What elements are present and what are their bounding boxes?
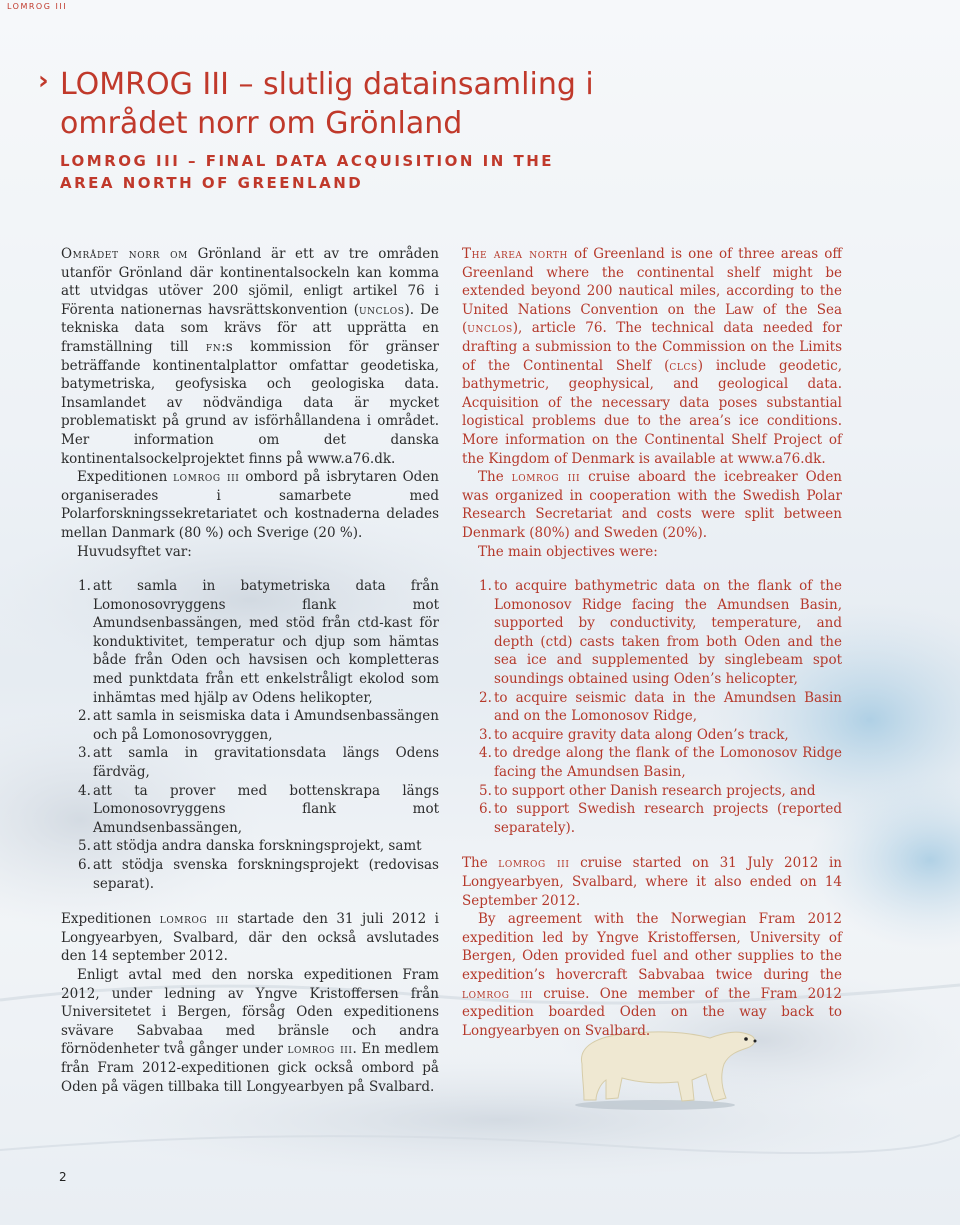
list-item: 3. to acquire gravity data along Oden’s track, bbox=[479, 726, 789, 743]
en-objectives-heading: The main objectives were: bbox=[478, 543, 658, 560]
chevron-right-icon: › bbox=[38, 66, 49, 96]
running-header: LOMROG III bbox=[7, 2, 68, 11]
en-paragraph-fram: By agreement with the Norwegian Fram 2012 expedition led by Yngve Kristoffersen, University of Bergen, Oden provided fuel and other supplies to the expedition’s hovercraft Sabvabaa twice during the lomrog iii cruise. One member of the Fram 2012 expedition boarded Oden on the way back to Longyearbyen on Svalbard. bbox=[462, 911, 843, 1039]
en-paragraph-expedition: The lomrog iii cruise aboard the icebreaker Oden was organized in cooperation with the Swedish Polar Research Secretariat and costs were split between Denmark (80%) and Sweden (20%). bbox=[462, 469, 843, 541]
en-paragraph-dates: The lomrog iii cruise started on 31 July 2012 in Longyearbyen, Svalbard, where it also ended on 14 September 2012. bbox=[462, 855, 842, 909]
list-item: 6. to support Swedish research projects (reported separately). bbox=[479, 801, 842, 836]
list-item: 2. to acquire seismic data in the Amundsen Basin and on the Lomonosov Ridge, bbox=[479, 689, 842, 725]
sv-paragraph-expedition: Expeditionen lomrog iii ombord på isbrytaren Oden organiserades i samarbete med Polarforskningssekretariatet och kostnaderna delades mellan Danmark (80 %) och Sverige (20 %). bbox=[61, 469, 440, 541]
list-item: 4. to dredge along the flank of the Lomonosov Ridge facing the Amundsen Basin, bbox=[479, 745, 842, 781]
list-item: 6. att stödja svenska forskningsprojekt (redovisas separat). bbox=[78, 857, 439, 892]
page-title: LOMROG III – slutlig datainsamling i området norr om Grönland bbox=[60, 67, 594, 141]
list-item: 3. att samla in gravitationsdata längs Odens färdväg, bbox=[78, 745, 439, 781]
swedish-column bbox=[61, 245, 439, 1096]
list-item: 5. att stödja andra danska forskningsprojekt, samt bbox=[78, 838, 422, 855]
list-item: 1. to acquire bathymetric data on the flank of the Lomonosov Ridge facing the Amundsen Basin, supported by conductivity, temperature, and depth (ctd) casts taken from both Oden and the sea ice and supplemented by singlebeam spot soundings obtained using Oden’s helicopter, bbox=[479, 578, 842, 688]
sv-paragraph-fram: Enligt avtal med den norska expeditionen Fram 2012, under ledning av Yngve Kristoffersen från Universitetet i Bergen, försåg Oden expeditionens svävare Sabvabaa med bränsle och andra förnödenheter två gånger under lomrog iii. En medlem från Fram 2012-expeditionen gick också ombord på Oden på vägen tillbaka till Longyearbyen på Svalbard. bbox=[61, 966, 439, 1095]
sv-objectives-heading: Huvudsyftet var: bbox=[77, 543, 192, 560]
sv-paragraph-intro: Området norr om Grönland är ett av tre områden utanför Grönland där kontinentalsockeln kan komma att utvidgas utöver 200 sjömil, enligt artikel 76 i Förenta nationernas havsrättskonvention (unclos). De tekniska data som krävs för att upprätta en framställning till fn:s kommission för gränser beträffande kontinentalplattor omfattar geodetiska, batymetriska, geofysiska och geologiska data. Insamlandet av nödvändiga data är mycket problematiskt på grund av isförhållandena i området. Mer information om det danska kontinentalsockelprojektet finns på www.a76.dk. bbox=[61, 246, 439, 467]
en-paragraph-intro: The area north of Greenland is one of three areas off Greenland where the continental shelf might be extended beyond 200 nautical miles, according to the United Nations Convention on the Law of the Sea (unclos), article 76. The technical data needed for drafting a submission to the Commission on the Limits of the Continental Shelf (clcs) include geodetic, bathymetric, geophysical, and geological data. Acquisition of the necessary data poses substantial logistical problems due to the area’s ice conditions. More information on the Continental Shelf Project of the Kingdom of Denmark is available at www.a76.dk. bbox=[462, 246, 842, 467]
sv-paragraph-dates: Expeditionen lomrog iii startade den 31 juli 2012 i Longyearbyen, Svalbard, där den också avslutades den 14 september 2012. bbox=[61, 911, 439, 965]
sv-objectives-list bbox=[61, 577, 439, 893]
page-number: 2 bbox=[59, 1170, 67, 1184]
en-objectives-list bbox=[462, 577, 842, 837]
list-item: 2. att samla in seismiska data i Amundsenbassängen och på Lomonosovryggen, bbox=[78, 708, 439, 743]
list-item: 1. att samla in batymetriska data från Lomonosovryggens flank mot Amundsenbassängen, med stöd från ctd-kast för konduktivitet, temperatur och djup som hämtas både från Oden och havsisen och kompletteras med punktdata från ett enkelstråligt ekolod som inhämtas med hjälp av Odens helikopter, bbox=[78, 578, 439, 706]
english-column bbox=[462, 245, 842, 1040]
list-item: 4. att ta prover med bottenskrapa längs Lomonosovryggens flank mot Amundsenbassängen, bbox=[78, 782, 439, 836]
page-subtitle: LOMROG III – FINAL DATA ACQUISITION IN THE AREA NORTH OF GREENLAND bbox=[60, 152, 555, 192]
list-item: 5. to support other Danish research projects, and bbox=[479, 782, 816, 799]
